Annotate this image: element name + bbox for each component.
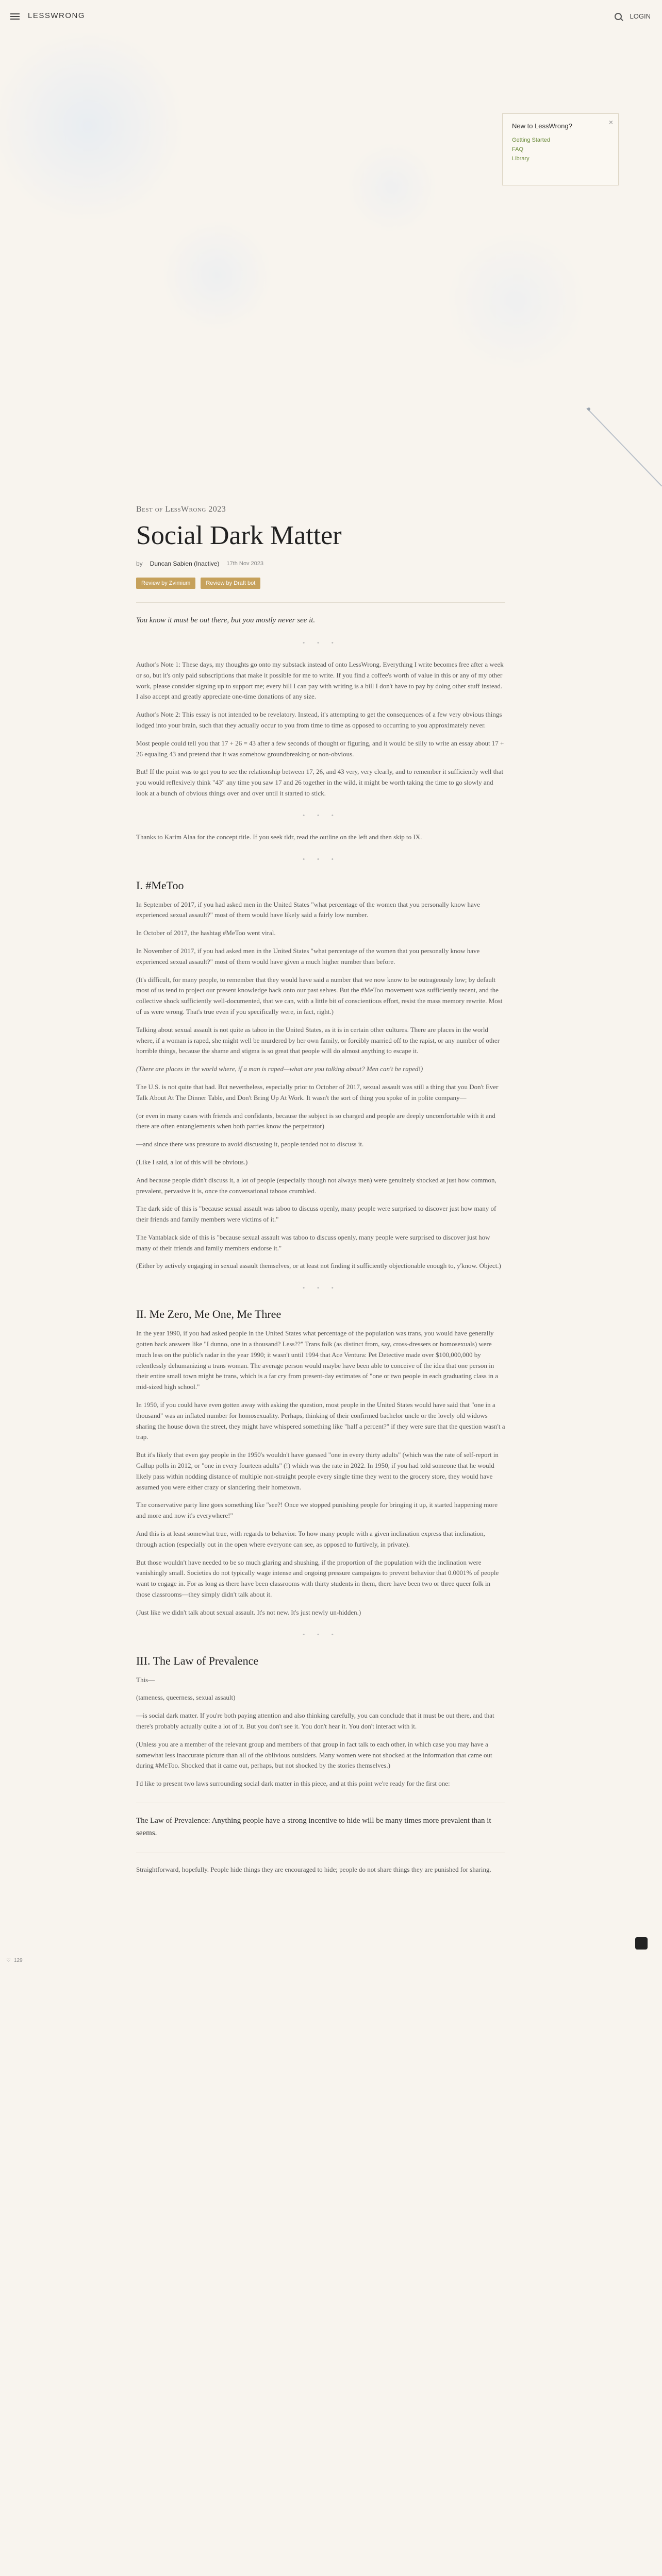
post-article xyxy=(136,505,505,1883)
epigraph: You know it must be out there, but you mostly never see it. xyxy=(136,616,316,624)
search-icon[interactable] xyxy=(615,13,622,20)
section-heading: I. #MeToo xyxy=(136,878,184,892)
section-break: • • • xyxy=(302,855,339,863)
paragraph: I'd like to present two laws surrounding social dark matter in this piece, and at this point we're ready for the first one: xyxy=(136,1780,450,1788)
review-tags xyxy=(136,578,505,589)
paragraph: In November of 2017, if you had asked men in the United States "what percentage of the women that you personally know have experienced sexual assault?" most of them would have given a much higher number than before. xyxy=(136,946,480,965)
paragraph: The U.S. is not quite that bad. But nevertheless, especially prior to October of 2017, sexual assault was still a thing that you Don't Ever Talk About At The Dinner Table, and Don't Bring Up At Work. It wasn't the sort of thing you spoke of in polite company— xyxy=(136,1082,499,1101)
paragraph: (There are places in the world where, if a man is raped—what are you talking about? Men can't be raped!) xyxy=(136,1065,423,1073)
section-heading: III. The Law of Prevalence xyxy=(136,1654,259,1667)
comment-button[interactable] xyxy=(635,1937,648,1950)
hero-illustration xyxy=(0,33,662,486)
close-icon[interactable]: × xyxy=(608,118,613,126)
paragraph: This— xyxy=(136,1675,155,1684)
paragraph: In 1950, if you could have even gotten away with asking the question, most people in the United States would have said that "one in a thousand" was an inflated number for homosexuality. Perhaps, thinking of their confirmed bachelor uncle or the lovely old widows sharing the house down the street, they might have whispered something like "half a percent?" if they were sure that the question wasn't a trap. xyxy=(136,1401,505,1441)
review-tag[interactable]: Review by Draft bot xyxy=(201,578,260,589)
paragraph: And because people didn't discuss it, a lot of people (especially though not always men) were genuinely shocked at just how common, prevalent, pervasive it is, once the conversational taboos crumbled. xyxy=(136,1176,496,1195)
byline-prefix: by xyxy=(136,560,143,567)
paragraph: In the year 1990, if you had asked people in the United States what percentage of the population was trans, you would have generally gotten back answers like "I dunno, one in a thousand? Less??" Trans folk (as distinct from, say, cross-dressers or homosexuals) were much less on the public's radar in the year 1990; it wasn't until 1994 that Ace Ventura: Pet Detective made over $100,000,000 by relentlessly dehumanizing a trans woman. The average person would maybe have been able to conceive of the idea that one person in their entire small town might be trans, which is a far cry from present-day estimates of "one or two people in each graduating class in a mid-sized high school." xyxy=(136,1329,499,1391)
section-break: • • • xyxy=(302,1630,339,1638)
login-link[interactable]: LOGIN xyxy=(630,12,651,20)
author-note: Author's Note 1: These days, my thoughts go onto my substack instead of onto LessWrong. Everything I write becomes free after a week or so, but it's only paid subscriptions that make it possible for me to write. If you find a coffee's worth of value in this or any of my other work, please consider signing up to support me; every bill I can pay with writing is a bill I don't have to pay by doing other stuff instead. I also accept and greatly appreciate one-time donations of any size. xyxy=(136,660,504,701)
vote-count: 129 xyxy=(13,1958,23,1963)
paragraph: (Unless you are a member of the relevant group and members of that group in fact talk to each other, in which case you may have a somewhat less inaccurate picture than all of the oblivious outsiders. Many women were not shocked at the information that came out during #MeToo. Shocked that it came out, perhaps, but not shocked by the stories themselves.) xyxy=(136,1740,492,1770)
review-tag[interactable]: Review by Zvimium xyxy=(136,578,195,589)
post-kicker: Best of LessWrong 2023 xyxy=(136,505,226,514)
section-break: • • • xyxy=(302,811,339,819)
author-link[interactable]: Duncan Sabien (Inactive) xyxy=(150,560,220,567)
paragraph: (or even in many cases with friends and confidants, because the subject is so charged and people are deeply uncomfortable with it and there are often entanglements when both parties know the perpetrator) xyxy=(136,1111,495,1130)
paragraph: But those wouldn't have needed to be so much glaring and shushing, if the proportion of the population with the inclination were vanishingly small. Societies do not typically wage intense and ongoing pressure campaigns to prevent behavior that 0.0001% of people want to engage in. For as long as there have been classrooms with thirty students in them, there have been two or three queer folk in those classrooms—they simply didn't talk about it. xyxy=(136,1558,499,1599)
paragraph: —and since there was pressure to avoid discussing it, people tended not to discuss it. xyxy=(136,1140,364,1148)
welcome-link[interactable]: Library xyxy=(512,156,529,162)
section-break: • • • xyxy=(302,639,339,647)
paragraph: Talking about sexual assault is not quite as taboo in the United States, as it is in certain other cultures. There are places in the world where, if a woman is raped, she might well be murdered by her own family, or forcibly married off to the rapist, or any number of other horrible things, because the shame and stigma is so great that people will do almost anything to escape it. xyxy=(136,1025,500,1055)
author-note: Author's Note 2: This essay is not intended to be revelatory. Instead, it's attempting to get the consequences of a few very obvious things lodged into your brain, such that they actually occur to you from time to time as opposed to occurring to you approximately never. xyxy=(136,710,502,729)
paragraph: But! If the point was to get you to see the relationship between 17, 26, and 43 very, very clearly, and to remember it sufficiently well that you would reflexively think "43" any time you saw 17 and 26 together in the wild, it might be worth taking the time to go slowly and look at a bunch of obvious things over and over until it started to stick. xyxy=(136,768,504,797)
law-statement: The Law of Prevalence: Anything people have a strong incentive to hide will be many times more prevalent than it seems. xyxy=(136,1816,491,1837)
paragraph: And this is at least somewhat true, with regards to behavior. To how many people with a given inclination express that inclination, through action (especially out in the open where everyone can see, as opposed to furtively, in private). xyxy=(136,1530,485,1548)
welcome-box xyxy=(502,113,619,185)
paragraph: The conservative party line goes something like "see?! Once we stopped punishing people for bringing it up, it started happening more and more and now it's everywhere!" xyxy=(136,1501,498,1520)
paragraph: Straightforward, hopefully. People hide things they are encouraged to hide; people do not share things they are punished for sharing. xyxy=(136,1865,491,1873)
paragraph: (Either by actively engaging in sexual assault themselves, or at least not finding it sufficiently objectionable enough to, y'know. Object.) xyxy=(136,1262,501,1270)
menu-icon[interactable] xyxy=(10,13,20,20)
paragraph: The Vantablack side of this is "because sexual assault was taboo to discuss openly, many people were surprised to discover just how many of their friends and family members endorse it." xyxy=(136,1233,490,1252)
paragraph: Most people could tell you that 17 + 26 = 43 after a few seconds of thought or figuring, and it would be silly to write an essay about 17 + 26 equaling 43 and pretend that it was somehow groundbreaking or non-obvious. xyxy=(136,739,504,758)
vote-widget[interactable] xyxy=(6,1958,23,1963)
top-right-controls xyxy=(615,12,651,20)
byline xyxy=(136,560,505,567)
post-date: 17th Nov 2023 xyxy=(226,561,263,567)
paragraph: But it's likely that even gay people in the 1950's wouldn't have guessed "one in every thirty adults" (which was the rate of self-report in Gallup polls in 2012, or "one in every fourteen adults" (!) which was the rate in 2022. In 1950, if you had told someone that he would likely pass within nodding distance of multiple non-straight people every single time they went to the grocery store, they would have assumed you were either crazy or slandering their hometown. xyxy=(136,1451,499,1491)
welcome-title: New to LessWrong? xyxy=(512,122,572,130)
paragraph: The dark side of this is "because sexual assault was taboo to discuss openly, many people were surprised to discover just how many of their friends and family members were victims of it." xyxy=(136,1205,496,1224)
top-bar xyxy=(0,0,662,33)
paragraph: In October of 2017, the hashtag #MeToo went viral. xyxy=(136,929,276,937)
paragraph: (It's difficult, for many people, to remember that they would have said a number that we now know to be outrageously low; by default most of us tend to project our present knowledge back onto our past selves. But the #MeToo movement was sufficiently recent, and the collective shock sufficiently well-documented, that we can, with a little bit of conscientious effort, resist the mass memory rewrite. Most of us were wrong. That's true even if you specifically were, in fact, right.) xyxy=(136,975,503,1015)
divider xyxy=(136,602,505,603)
paragraph: In September of 2017, if you had asked men in the United States "what percentage of the women that you personally know have experienced sexual assault?" most of them would have likely said a fairly low number. xyxy=(136,900,481,919)
paragraph: (Just like we didn't talk about sexual assault. It's not new. It's just newly un-hidden.) xyxy=(136,1608,361,1616)
welcome-link[interactable]: FAQ xyxy=(512,146,524,152)
site-logo[interactable]: LESSWRONG xyxy=(28,11,86,20)
heart-icon[interactable]: ♡ xyxy=(6,1958,11,1963)
section-break: • • • xyxy=(302,1284,339,1292)
paragraph: Thanks to Karim Alaa for the concept title. If you seek tldr, read the outline on the left and then skip to IX. xyxy=(136,833,422,841)
paragraph: (tameness, queerness, sexual assault) xyxy=(136,1693,236,1702)
paragraph: (Like I said, a lot of this will be obvious.) xyxy=(136,1158,248,1166)
paragraph: —is social dark matter. If you're both paying attention and also thinking carefully, you can conclude that it must be out there, and that there's probably actually quite a lot of it. But you don't see it. You don't hear it. You don't interact with it. xyxy=(136,1711,494,1730)
welcome-link[interactable]: Getting Started xyxy=(512,137,550,143)
post-title: Social Dark Matter xyxy=(136,521,342,550)
section-heading: II. Me Zero, Me One, Me Three xyxy=(136,1308,282,1321)
